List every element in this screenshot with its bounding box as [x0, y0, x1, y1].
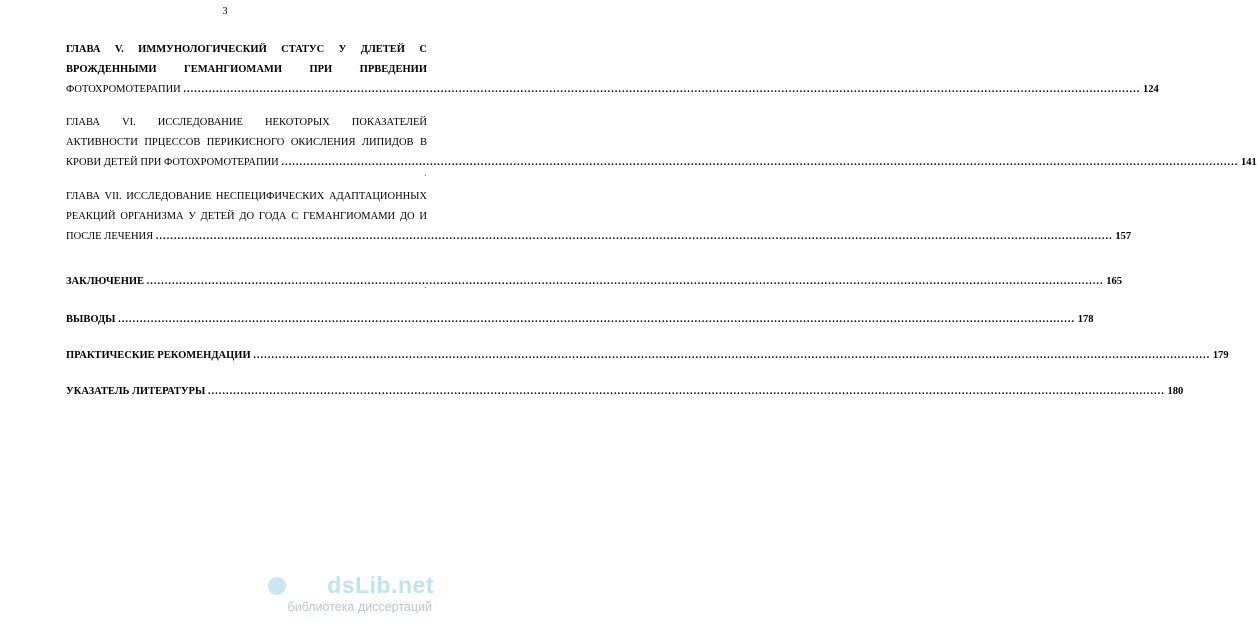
- dot-leader: [281, 157, 1238, 168]
- toc-entry-text: КРОВИ ДЕТЕЙ ПРИ ФОТОХРОМОТЕРАПИИ: [66, 157, 279, 168]
- toc-entry-findings[interactable]: [66, 310, 1094, 330]
- toc-entry-text: ЗАКЛЮЧЕНИЕ: [66, 276, 145, 287]
- dot-leader: [118, 314, 1075, 325]
- toc-entry-leader-line: [66, 382, 1184, 402]
- toc-entry-text: ВЫВОДЫ: [66, 314, 116, 325]
- toc-entry-text: ПОСЛЕ ЛЕЧЕНИЯ: [66, 231, 154, 242]
- toc-page-number: 179: [1212, 350, 1229, 361]
- dot-leader: [253, 350, 1210, 361]
- toc-entry-leader-line: [66, 153, 1257, 173]
- page-number: 3: [222, 6, 228, 17]
- toc-entry-recommendations[interactable]: [66, 346, 1229, 366]
- toc-entry-line: ВРОЖДЕННЫМИ ГЕМАНГИОМАМИ ПРИ ПРВЕДЕНИИ: [66, 64, 427, 75]
- toc-entry-leader-line: [66, 310, 1094, 330]
- scan-speck: ·: [423, 171, 427, 182]
- toc-entry-bibliography[interactable]: [66, 382, 1184, 402]
- toc-entry-chapter-7[interactable]: [66, 187, 1132, 247]
- dot-leader: [183, 84, 1140, 95]
- watermark-logo-text: dsLib.net: [327, 572, 434, 598]
- scan-speck: ·: [423, 283, 427, 294]
- toc-entry-conclusion[interactable]: [66, 272, 1123, 292]
- toc-page-number: 124: [1143, 84, 1159, 95]
- toc-entry-leader-line: [66, 80, 1159, 100]
- dot-leader: [208, 386, 1165, 397]
- toc-entry-line: АКТИВНОСТИ ПРЦЕССОВ ПЕРИКИСНОГО ОКИСЛЕНИЯ ЛИПИДОВ В: [66, 137, 427, 148]
- toc-page-number: 180: [1167, 386, 1184, 397]
- dot-leader: [147, 276, 1104, 287]
- toc-entry-line: ГЛАВА VI. ИССЛЕДОВАНИЕ НЕКОТОРЫХ ПОКАЗАТЕЛЕЙ: [66, 117, 427, 128]
- dot-leader: [156, 231, 1113, 242]
- toc-entry-text: УКАЗАТЕЛЬ ЛИТЕРАТУРЫ: [66, 386, 206, 397]
- watermark: [266, 572, 436, 618]
- toc-entry-text: ФОТОХРОМОТЕРАПИИ: [66, 84, 181, 95]
- toc-entry-line: ГЛАВА V. ИММУНОЛОГИЧЕСКИЙ СТАТУС У ДЛЕТЕЙ С: [66, 44, 427, 55]
- toc-entry-line: РЕАКЦИЙ ОРГАНИЗМА У ДЕТЕЙ ДО ГОДА С ГЕМАНГИОМАМИ ДО И: [66, 211, 427, 222]
- toc-page-number: 141: [1241, 157, 1257, 168]
- toc-page-number: 165: [1106, 276, 1123, 287]
- toc-entry-chapter-5[interactable]: [66, 40, 1159, 100]
- watermark-logo-icon: [268, 577, 286, 595]
- toc-entry-line: ГЛАВА VII. ИССЛЕДОВАНИЕ НЕСПЕЦИФИЧЕСКИХ АДАПТАЦИОННЫХ: [66, 191, 427, 202]
- watermark-subtitle: библиотека диссертаций: [287, 600, 432, 614]
- toc-entry-leader-line: [66, 227, 1132, 247]
- toc-page-number: 178: [1077, 314, 1094, 325]
- toc-page-number: 157: [1115, 231, 1132, 242]
- toc-entry-chapter-6[interactable]: [66, 113, 1257, 173]
- toc-entry-leader-line: [66, 272, 1123, 292]
- toc-entry-leader-line: [66, 346, 1229, 366]
- toc-entry-text: ПРАКТИЧЕСКИЕ РЕКОМЕНДАЦИИ: [66, 350, 251, 361]
